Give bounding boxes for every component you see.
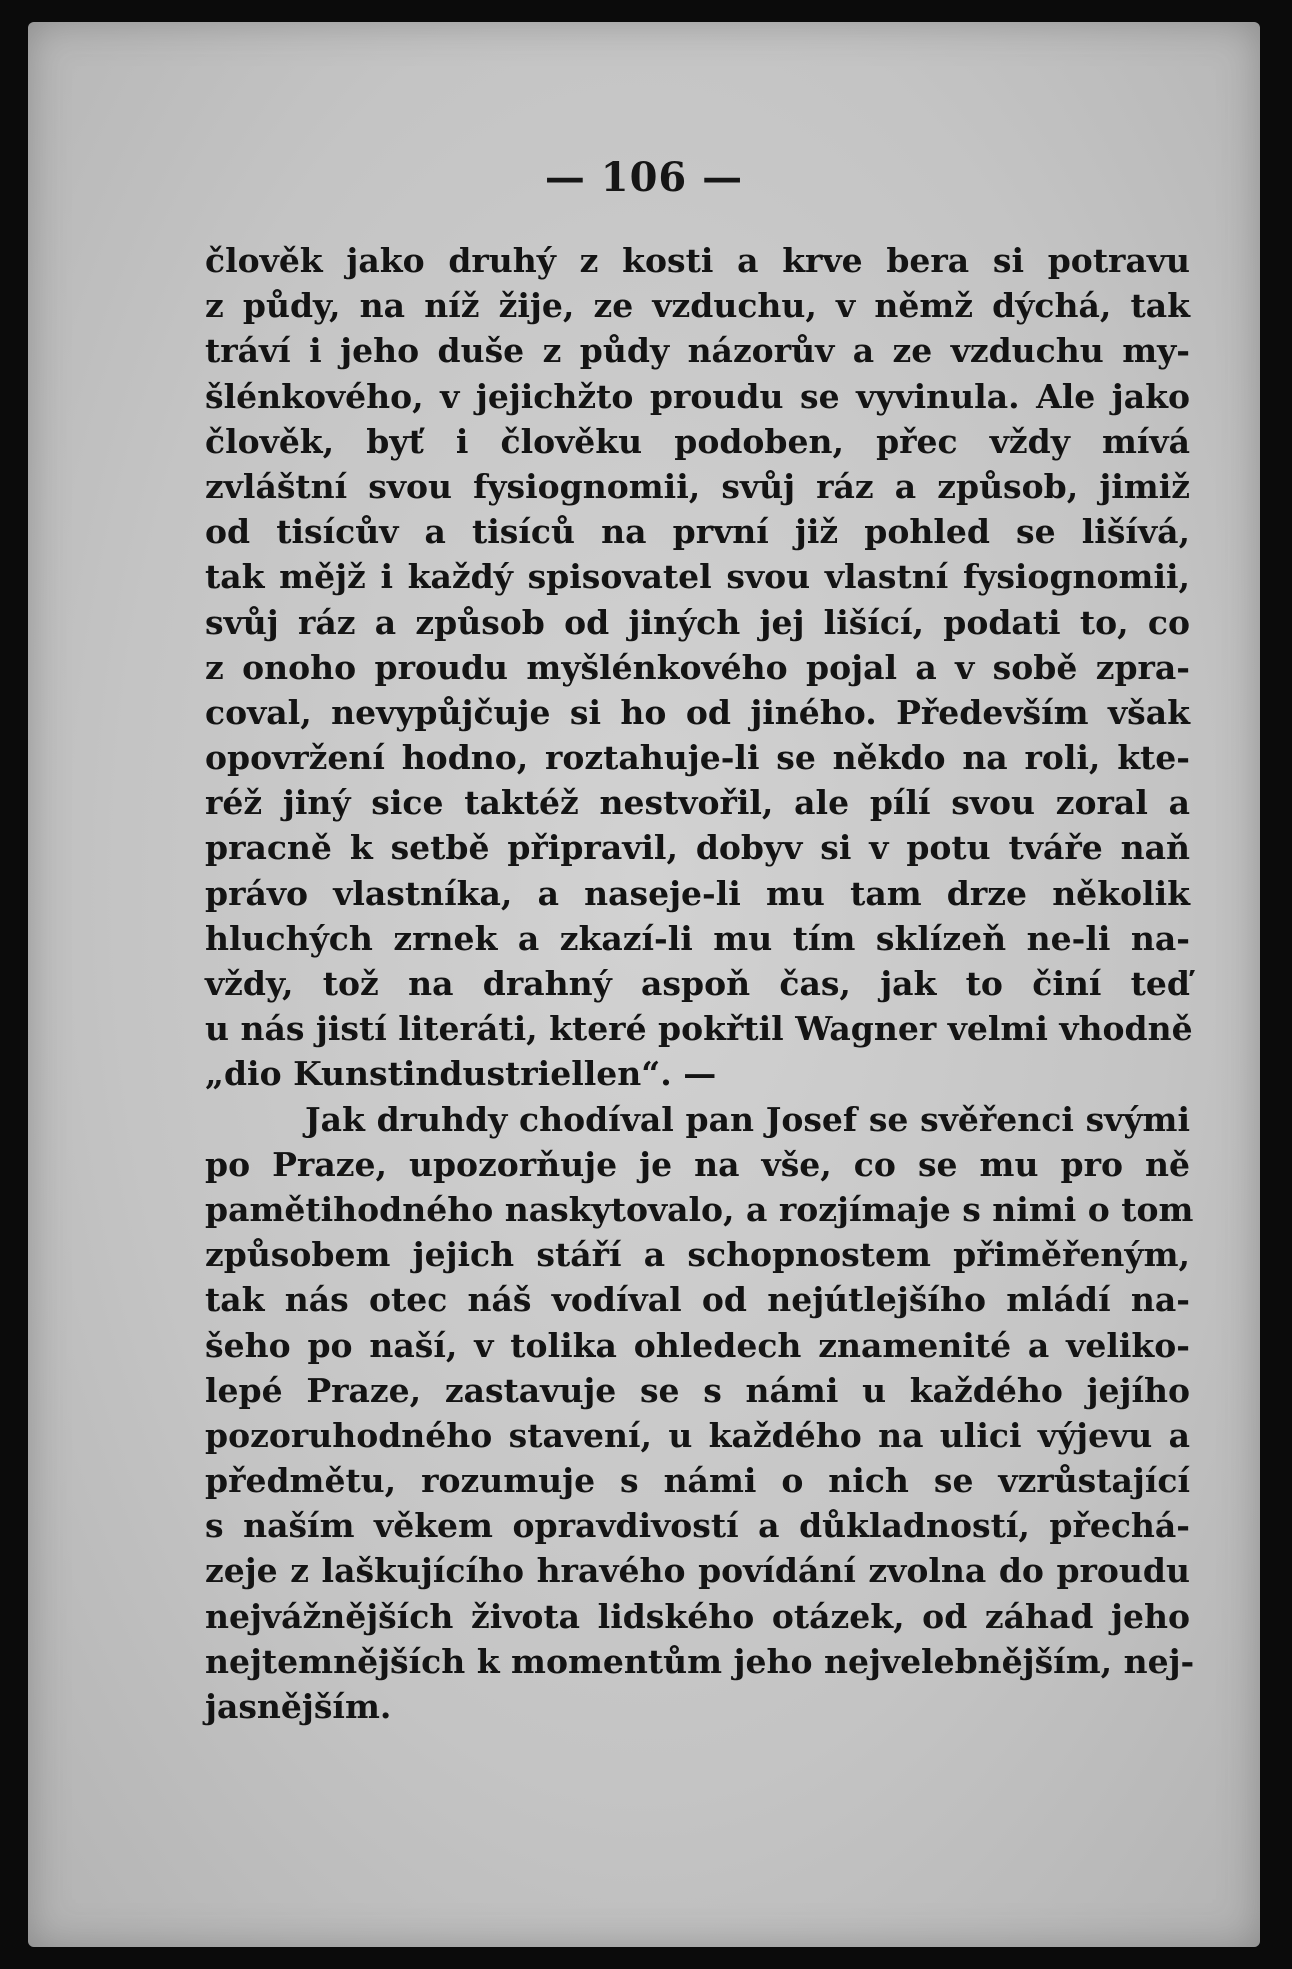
text-line: u nás jistí literáti, které pokřtil Wagner velmi vhodně [205,1009,1193,1049]
text-line: nejvážnějších života lidského otázek, od záhad jeho [205,1596,1190,1636]
text-line: lepé Praze, zastavuje se s námi u každého jejího [205,1370,1190,1410]
text-line: tak nás otec náš vodíval od nejútlejšího mládí na- [205,1280,1190,1320]
text-line: opovržení hodno, roztahuje-li se někdo na roli, kte- [205,738,1190,778]
text-line: vždy, tož na drahný aspoň čas, jak to činí teď [205,964,1190,1003]
text-line: z onoho proudu myšlénkového pojal a v sobě zpra- [205,647,1190,687]
body-text [205,238,1195,1729]
text-line: předmětu, rozumuje s námi o nich se vzrůstající [205,1461,1190,1501]
text-line: pozoruhodného stavení, u každého na ulici výjevu a [205,1415,1190,1455]
text-line: s naším věkem opravdivostí a důkladností, přechá- [205,1506,1190,1546]
text-line: po Praze, upozorňuje je na vše, co se mu pro ně [205,1144,1190,1184]
text-line: člověk, byť i člověku podoben, přec vždy mívá [205,421,1190,461]
text-line: svůj ráz a způsob od jiných jej lišící, podati to, co [205,602,1190,642]
book-page [28,22,1260,1947]
text-line: od tisícův a tisíců na první již pohled se lišívá, [205,512,1190,552]
text-line: jasnějším. [205,1687,392,1726]
text-line: člověk jako druhý z kosti a krve bera si potravu [205,241,1190,280]
text-line: nejtemnějších k momentům jeho nejvelebnějším, nej- [205,1641,1195,1681]
text-line: z půdy, na níž žije, ze vzduchu, v němž dýchá, tak [205,286,1190,326]
text-line: coval, nevypůjčuje si ho od jiného. Především však [205,692,1190,732]
page-number: — 106 — [544,154,744,201]
text-line: „dio Kunstindustriellen“. — [205,1054,717,1094]
text-line: zvláštní svou fysiognomii, svůj ráz a způsob, jimiž [205,466,1190,506]
text-line: šeho po naší, v tolika ohledech znamenité a veliko- [205,1325,1190,1365]
text-line: réž jiný sice taktéž nestvořil, ale pílí svou zoral a [205,783,1190,823]
text-line: tak mějž i každý spisovatel svou vlastní fysiognomii, [205,557,1190,597]
text-line: šlénkového, v jejichžto proudu se vyvinula. Ale jako [205,376,1190,416]
text-line: hluchých zrnek a zkazí-li mu tím sklízeň ne-li na- [205,918,1190,958]
text-line: pamětihodného naskytovalo, a rozjímaje s nimi o tom [205,1189,1194,1229]
text-line: právo vlastníka, a naseje-li mu tam drze několik [205,873,1190,913]
text-line: pracně k setbě připravil, dobyv si v potu tváře naň [205,828,1190,868]
text-line: zeje z laškujícího hravého povídání zvolna do proudu [205,1551,1190,1591]
text-line: tráví i jeho duše z půdy názorův a ze vzduchu my- [205,331,1190,371]
text-line: způsobem jejich stáří a schopnostem přiměřeným, [205,1235,1190,1275]
text-line: Jak druhdy chodíval pan Josef se svěřenci svými [305,1099,1190,1139]
